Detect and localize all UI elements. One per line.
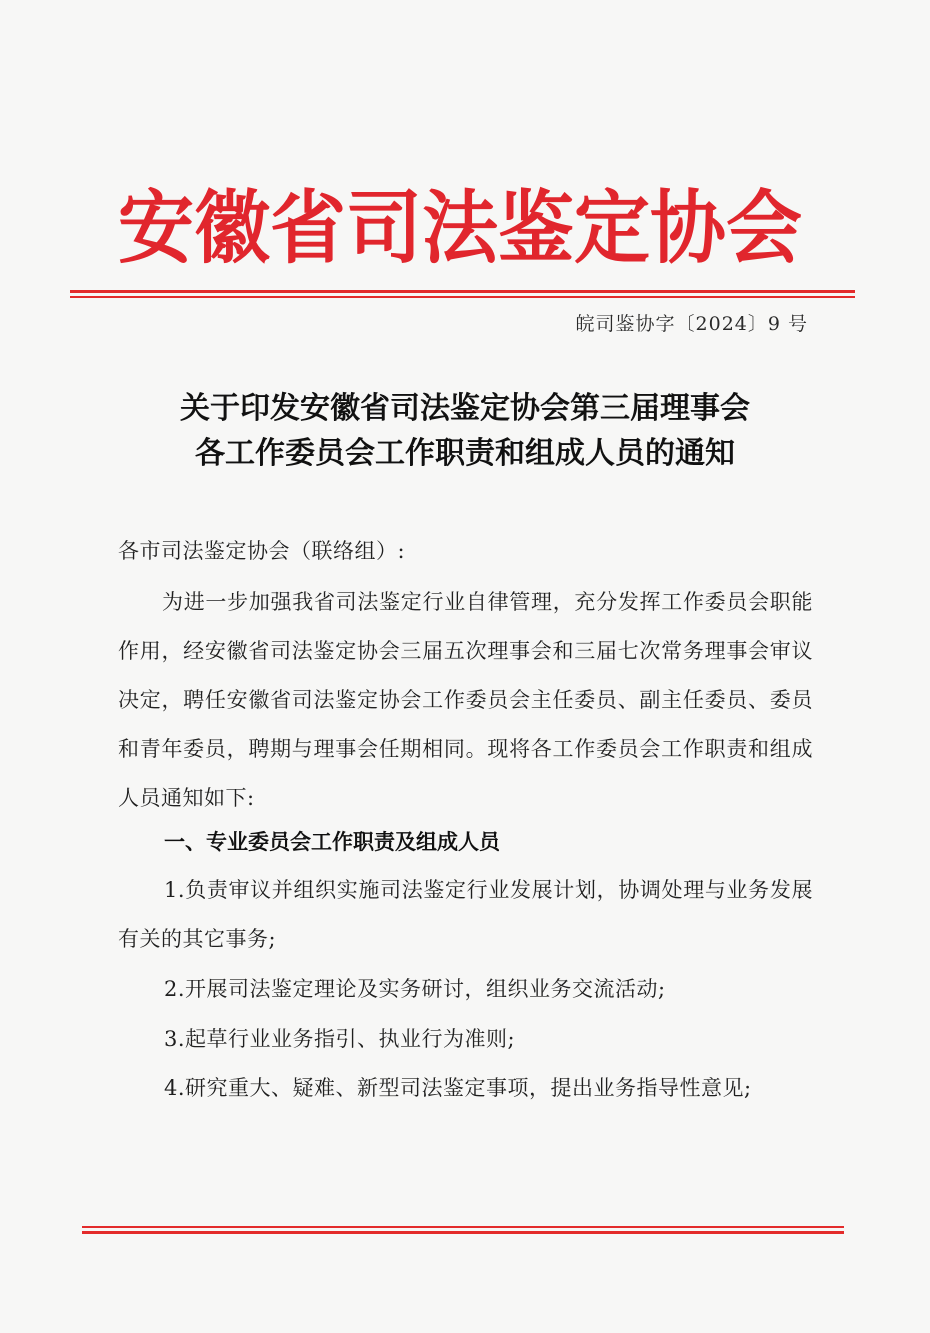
duty-item: 4.研究重大、疑难、新型司法鉴定事项，提出业务指导性意见;	[164, 1076, 752, 1100]
footer-thick-line	[82, 1231, 844, 1234]
divider-thin-line	[70, 296, 855, 298]
salutation: 各市司法鉴定协会（联络组）:	[118, 539, 406, 563]
duty-item: 2.开展司法鉴定理论及实务研讨，组织业务交流活动;	[164, 977, 666, 1001]
document-title-line-1: 关于印发安徽省司法鉴定协会第三届理事会	[180, 391, 750, 426]
body-paragraph: 为进一步加强我省司法鉴定行业自律管理，充分发挥工作委员会职能作用，经安徽省司法鉴定协会三届五次理事会和三届七次常务理事会审议决定，聘任安徽省司法鉴定协会工作委员会主任委员、副主任委员、委员和青年委员，聘期与理事会任期相同。现将各工作委员会工作职责和组成人员通知如下:	[118, 590, 813, 810]
footer-divider	[82, 1226, 844, 1234]
footer-thin-line	[82, 1226, 844, 1228]
document-number: 皖司鉴协字〔2024〕9 号	[575, 313, 808, 335]
masthead-divider	[70, 290, 855, 298]
duty-item: 3.起草行业业务指引、执业行为准则;	[164, 1027, 516, 1051]
organization-masthead: 安徽省司法鉴定协会	[118, 180, 802, 275]
document-title-line-2: 各工作委员会工作职责和组成人员的通知	[195, 436, 735, 471]
section-heading: 一、专业委员会工作职责及组成人员	[164, 830, 500, 854]
duty-item: 1.负责审议并组织实施司法鉴定行业发展计划，协调处理与业务发展有关的其它事务;	[118, 878, 813, 951]
divider-thick-line	[70, 290, 855, 293]
